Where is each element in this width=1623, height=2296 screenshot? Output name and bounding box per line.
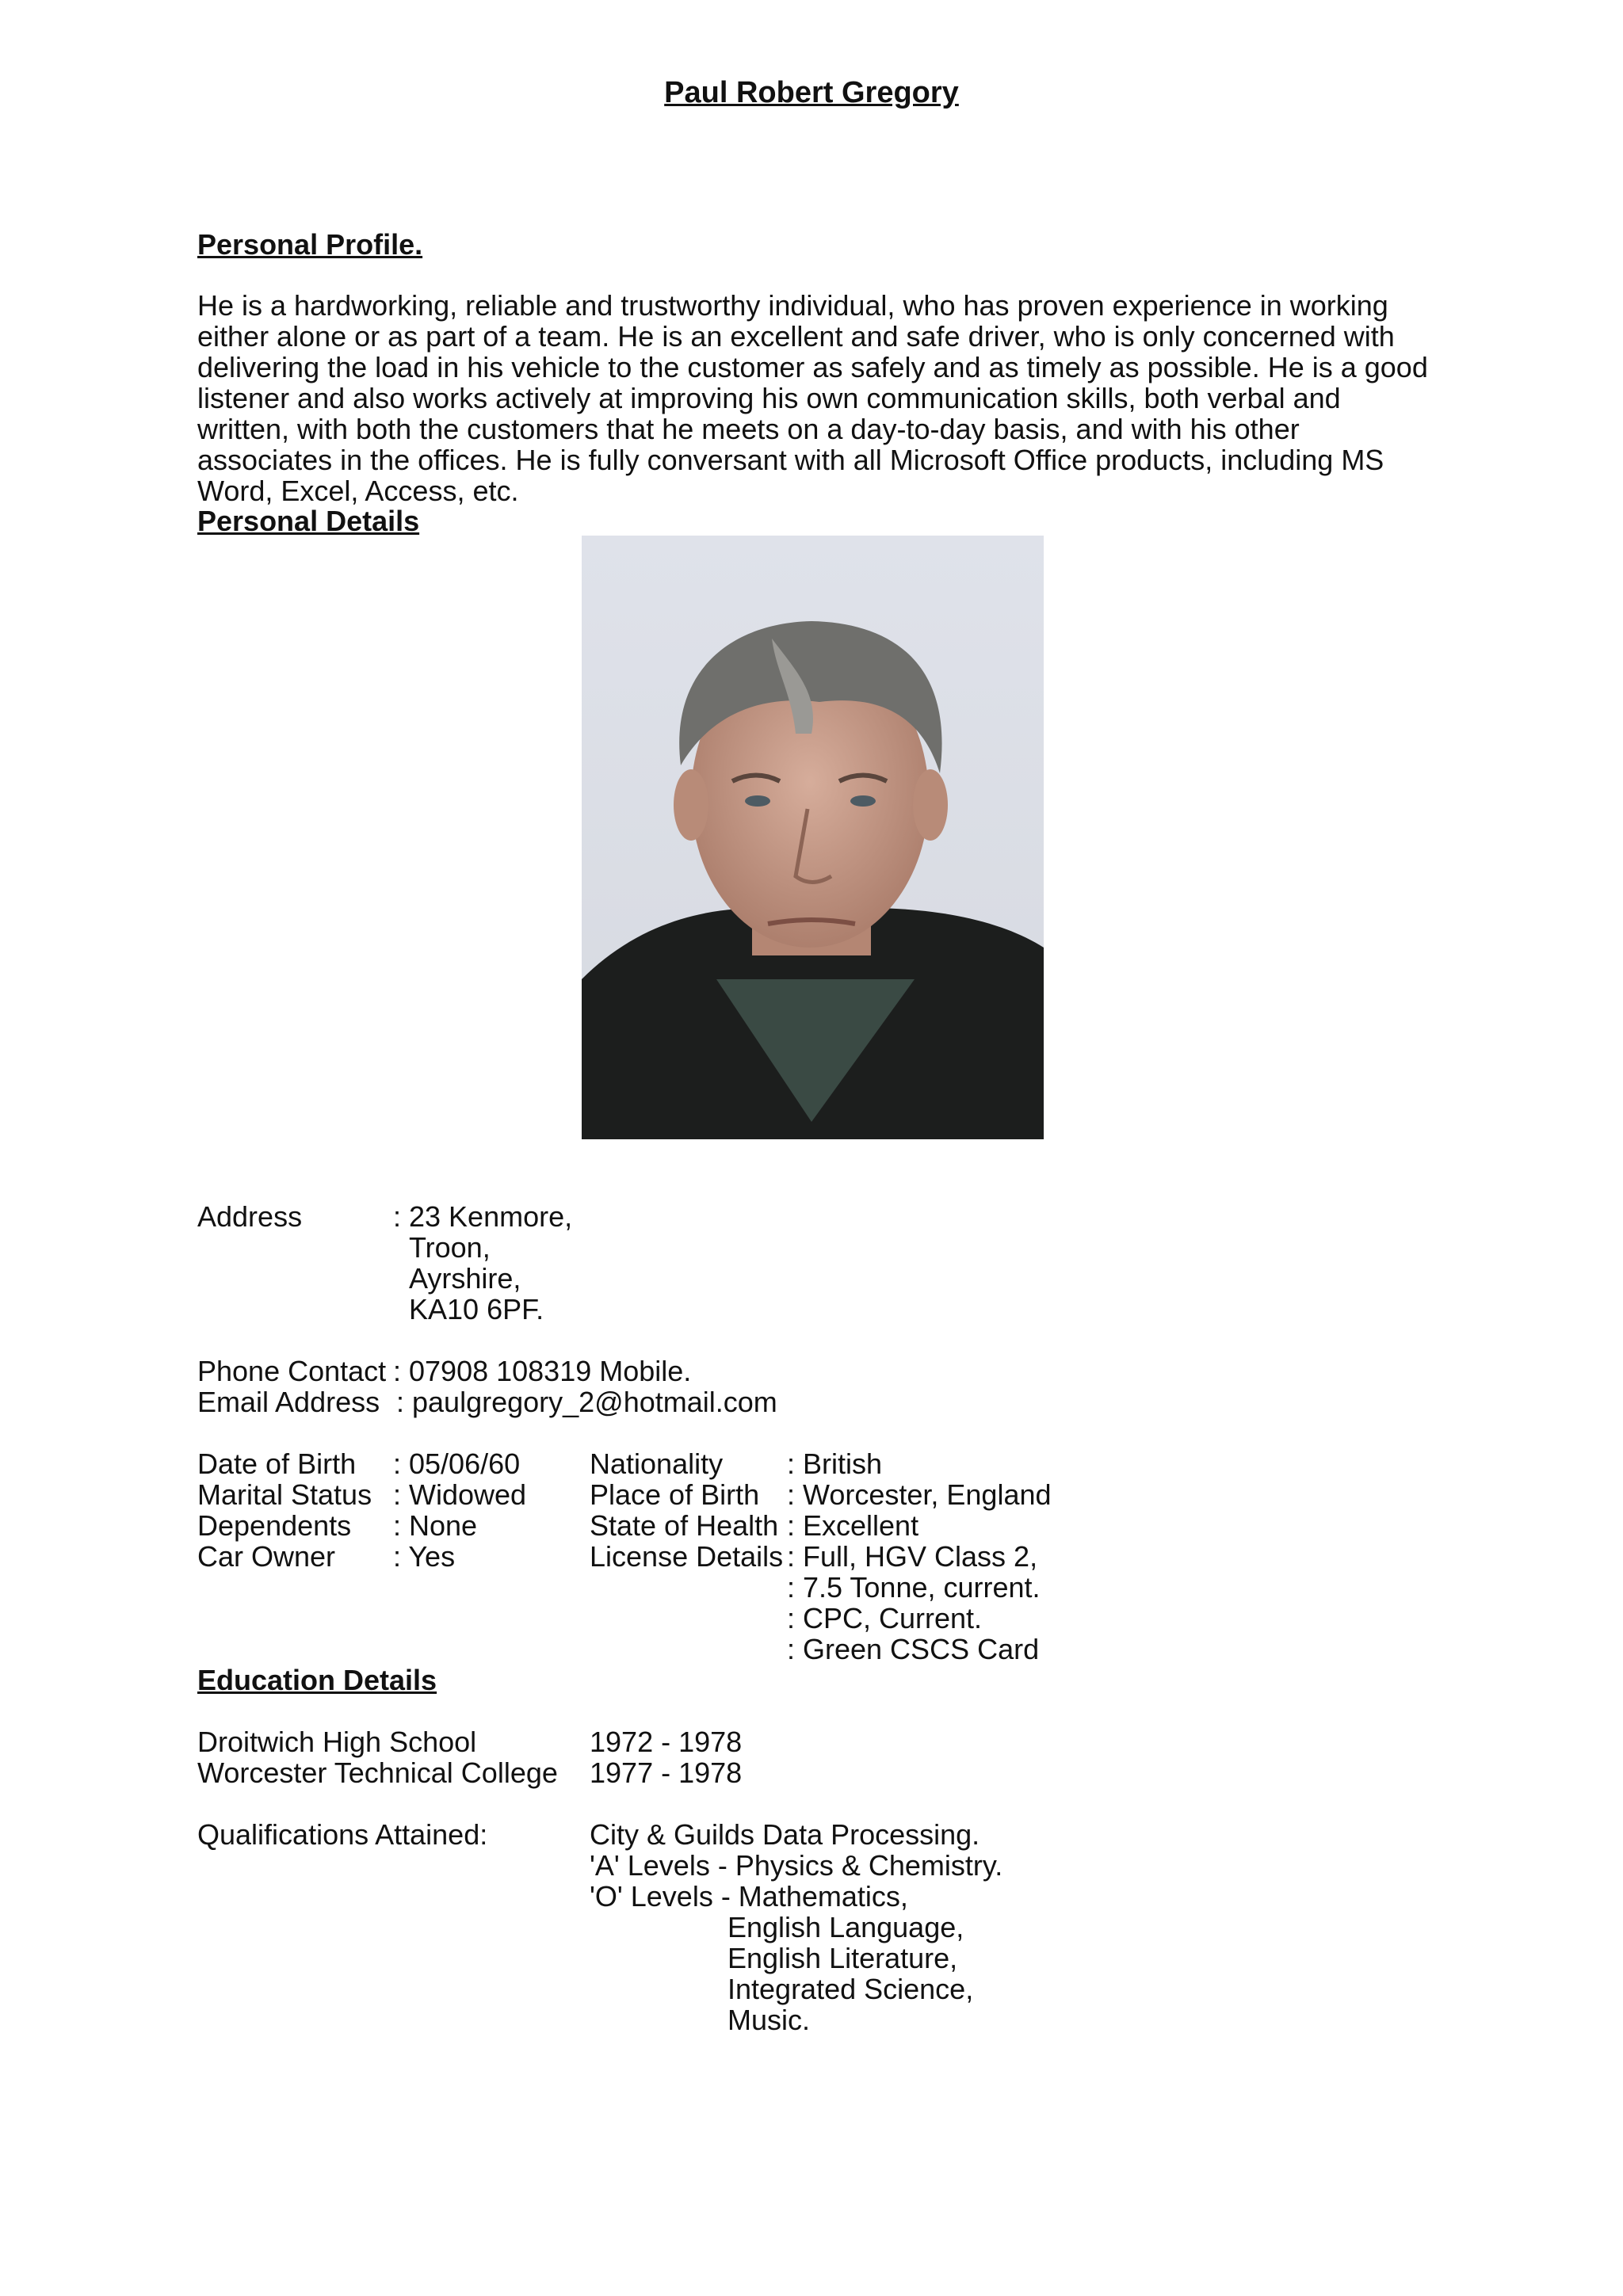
qualification-line-2: 'A' Levels - Physics & Chemistry. bbox=[590, 1849, 1003, 1882]
car-owner-label: Car Owner bbox=[197, 1540, 336, 1573]
marital-value: : Widowed bbox=[393, 1478, 527, 1511]
qualifications-label: Qualifications Attained: bbox=[197, 1818, 488, 1851]
marital-label: Marital Status bbox=[197, 1478, 372, 1511]
address-line-3: Ayrshire, bbox=[409, 1262, 521, 1295]
personal-details-heading: Personal Details bbox=[197, 505, 420, 537]
license-value-4: : Green CSCS Card bbox=[787, 1633, 1040, 1665]
profile-text: He is a hardworking, reliable and trustworthy individual, who has proven experience in working either alone or as part of a team. He is an excellent and safe driver, who is only concerned with delivering the load in his vehicle to the customer as safely and as timely as possible. He is a good listener and also works actively at improving his own communication skills, both verbal and written, with both the customers that he meets on a day-to-day basis, and with his other associates in the offices. He is fully conversant with all Microsoft Office products, including MS Word, Excel, Access, etc. bbox=[197, 289, 1428, 507]
portrait-icon bbox=[582, 536, 1044, 1139]
email-value: : paulgregory_2@hotmail.com bbox=[396, 1386, 777, 1418]
license-value-2: : 7.5 Tonne, current. bbox=[787, 1571, 1041, 1604]
nationality-label: Nationality bbox=[590, 1447, 724, 1480]
dependents-value: : None bbox=[393, 1509, 478, 1542]
phone-value: : 07908 108319 Mobile. bbox=[393, 1355, 692, 1387]
page-title: Paul Robert Gregory bbox=[664, 76, 959, 109]
dependents-label: Dependents bbox=[197, 1509, 352, 1542]
portrait-photo bbox=[582, 536, 1044, 1139]
email-label: Email Address bbox=[197, 1386, 380, 1418]
school-name-1: Droitwich High School bbox=[197, 1726, 477, 1758]
license-value-3: : CPC, Current. bbox=[787, 1602, 983, 1634]
license-label: License Details bbox=[590, 1540, 784, 1573]
dob-value: : 05/06/60 bbox=[393, 1447, 521, 1480]
place-of-birth-label: Place of Birth bbox=[590, 1478, 760, 1511]
o-level-subject-1: English Language, bbox=[727, 1911, 964, 1943]
address-line-4: KA10 6PF. bbox=[409, 1293, 544, 1325]
profile-heading: Personal Profile. bbox=[197, 228, 423, 261]
school-name-2: Worcester Technical College bbox=[197, 1756, 558, 1789]
education-heading: Education Details bbox=[197, 1664, 437, 1696]
o-level-subject-4: Music. bbox=[727, 2004, 811, 2036]
school-years-2: 1977 - 1978 bbox=[590, 1756, 743, 1789]
address-line-2: Troon, bbox=[409, 1231, 491, 1264]
address-label: Address bbox=[197, 1200, 303, 1233]
nationality-value: : British bbox=[787, 1447, 883, 1480]
o-level-subject-3: Integrated Science, bbox=[727, 1973, 974, 2005]
address-line-1: : 23 Kenmore, bbox=[393, 1200, 573, 1233]
qualification-line-1: City & Guilds Data Processing. bbox=[590, 1818, 980, 1851]
health-value: : Excellent bbox=[787, 1509, 919, 1542]
place-of-birth-value: : Worcester, England bbox=[787, 1478, 1052, 1511]
dob-label: Date of Birth bbox=[197, 1447, 357, 1480]
license-value-1: : Full, HGV Class 2, bbox=[787, 1540, 1038, 1573]
o-level-subject-2: English Literature, bbox=[727, 1942, 958, 1974]
health-label: State of Health bbox=[590, 1509, 779, 1542]
phone-label: Phone Contact bbox=[197, 1355, 387, 1387]
school-years-1: 1972 - 1978 bbox=[590, 1726, 743, 1758]
car-owner-value: : Yes bbox=[393, 1540, 456, 1573]
qualification-line-3: 'O' Levels - Mathematics, bbox=[590, 1880, 908, 1913]
